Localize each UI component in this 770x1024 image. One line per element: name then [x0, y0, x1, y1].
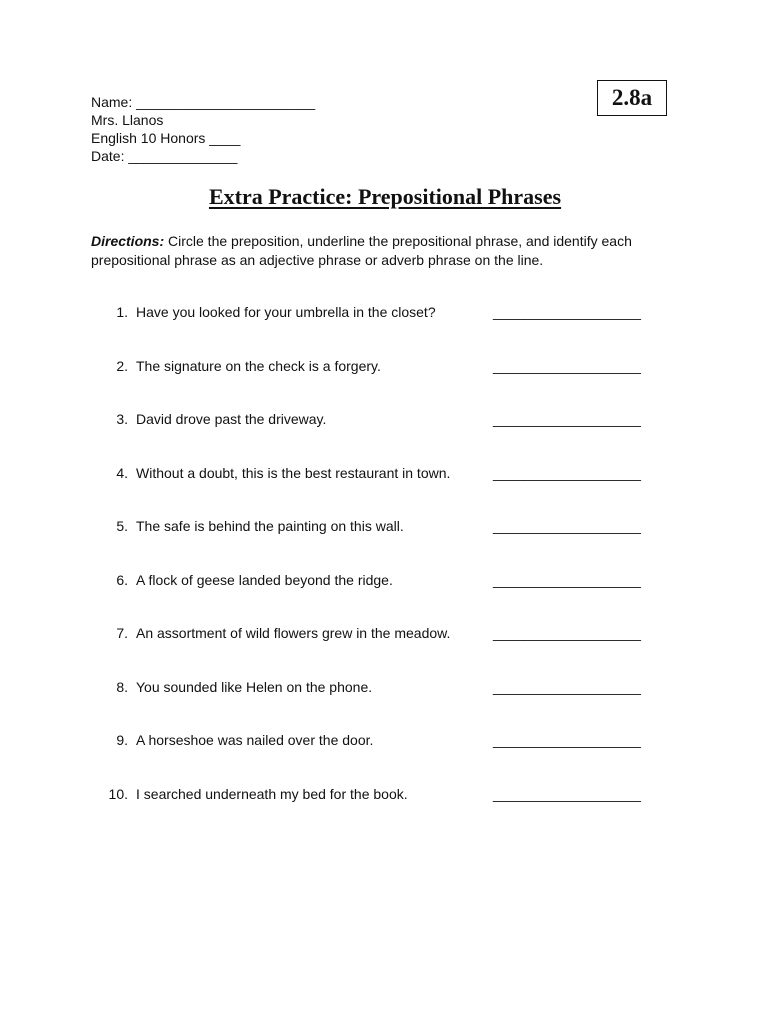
answer-blank[interactable]: ___________________ [493, 571, 641, 588]
question-row [0, 302, 770, 322]
answer-blank[interactable]: ___________________ [493, 518, 641, 534]
question-text: An assortment of wild flowers grew in the meadow. [136, 625, 451, 641]
answer-blank[interactable]: ___________________ [493, 304, 641, 320]
question-row [0, 730, 770, 750]
question-text: You sounded like Helen on the phone. [136, 678, 373, 695]
page-title-text: Extra Practice: Prepositional Phrases [208, 184, 562, 209]
question-number: 3. [116, 411, 128, 427]
page-title [0, 184, 770, 210]
answer-blank[interactable]: ___________________ [493, 732, 641, 748]
directions-label: Directions: [91, 233, 165, 249]
question-row [0, 570, 770, 590]
question-text: A horseshoe was nailed over the door. [136, 732, 374, 748]
answer-blank[interactable]: ___________________ [493, 785, 641, 802]
question-text: Without a doubt, this is the best restaurant in town. [136, 464, 451, 481]
answer-blank[interactable]: ___________________ [493, 678, 641, 695]
question-text: A flock of geese landed beyond the ridge. [136, 571, 393, 588]
question-number: 9. [116, 732, 128, 748]
question-number: 4. [116, 464, 128, 481]
question-text: The safe is behind the painting on this wall. [136, 518, 404, 534]
question-row [0, 516, 770, 536]
question-row [0, 784, 770, 804]
question-number: 2. [116, 357, 128, 374]
question-row [0, 623, 770, 643]
question-number: 8. [116, 678, 128, 695]
header-block [91, 93, 315, 165]
question-row [0, 409, 770, 429]
question-number: 5. [116, 518, 128, 534]
lesson-number-badge: 2.8a [597, 80, 667, 116]
question-row [0, 677, 770, 697]
answer-blank[interactable]: ___________________ [493, 625, 641, 641]
question-text: Have you looked for your umbrella in the closet? [136, 304, 436, 320]
directions [91, 232, 691, 270]
question-number: 1. [116, 304, 128, 320]
question-text: I searched underneath my bed for the book. [136, 785, 408, 802]
answer-blank[interactable]: ___________________ [493, 464, 641, 481]
name-line: Name: _______________________ [91, 94, 316, 110]
question-number: 7. [116, 625, 128, 641]
question-number: 10. [108, 785, 128, 802]
teacher-line: Mrs. Llanos [91, 112, 164, 128]
directions-text: Circle the preposition, underline the prepositional phrase, and identify each prepositional phrase as an adjective phrase or adverb phrase on the line. [91, 233, 632, 268]
question-text: The signature on the check is a forgery. [136, 357, 381, 374]
question-text: David drove past the driveway. [136, 411, 327, 427]
question-row [0, 463, 770, 483]
answer-blank[interactable]: ___________________ [493, 357, 641, 374]
answer-blank[interactable]: ___________________ [493, 411, 641, 427]
question-row [0, 356, 770, 376]
course-line: English 10 Honors ____ [91, 130, 241, 146]
date-line: Date: ______________ [91, 148, 238, 164]
question-number: 6. [116, 571, 128, 588]
